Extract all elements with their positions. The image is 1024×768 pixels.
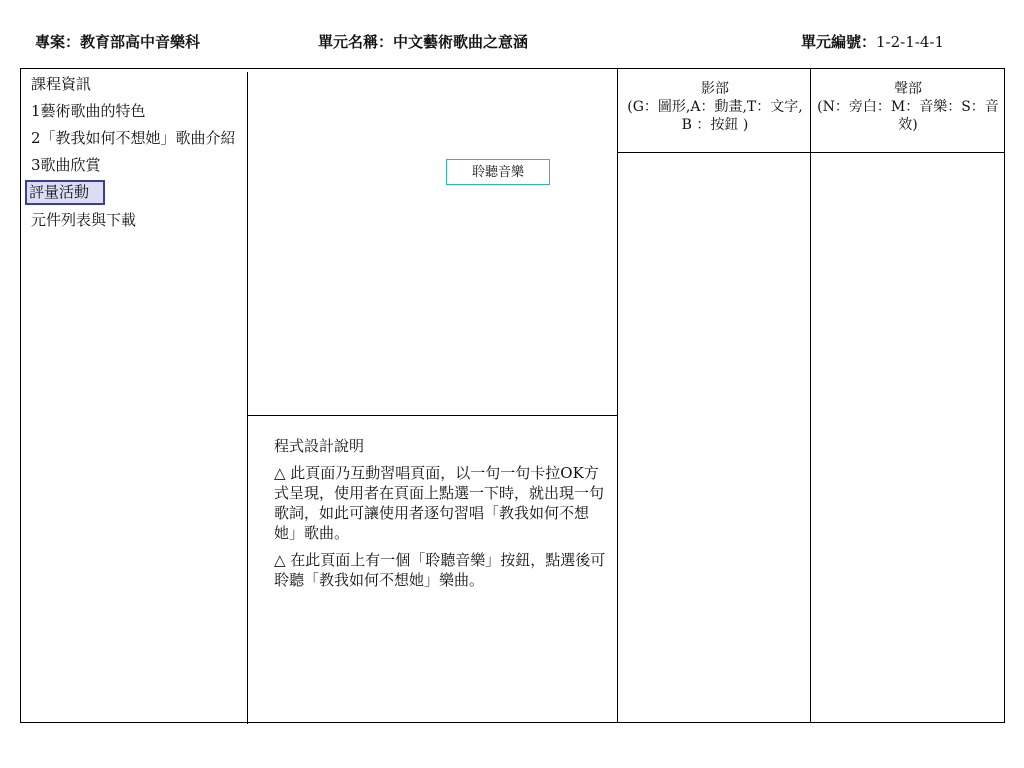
- listen-music-button[interactable]: 聆聽音樂: [446, 159, 550, 185]
- frame-left-border: [20, 68, 21, 723]
- nav-item-course-info[interactable]: 課程資訊: [31, 75, 92, 93]
- frame-right-border: [1004, 68, 1005, 723]
- unit-name-label: 單元名稱：: [318, 33, 394, 51]
- notes-paragraph-2: △ 在此頁面上有一個「聆聽音樂」按鈕，點選後可聆聽「教我如何不想她」樂曲。: [274, 551, 606, 589]
- nav-item-art-song-features[interactable]: 1藝術歌曲的特色: [31, 102, 146, 120]
- project-header: [35, 31, 200, 52]
- project-value: 教育部高中音樂科: [80, 33, 201, 51]
- notes-title: 程式設計說明: [274, 437, 365, 455]
- sound-column-legend: (N：旁白：M：音樂：S：音效): [817, 99, 999, 133]
- nav-divider: [247, 72, 248, 724]
- sound-column-title: 聲部: [894, 81, 922, 97]
- columns-divider: [810, 68, 811, 723]
- nav-item-assessment[interactable]: 評量活動: [25, 180, 105, 205]
- nav-item-song-intro[interactable]: 2「教我如何不想她」歌曲介紹: [31, 129, 236, 147]
- unit-number-value: 1-2-1-4-1: [876, 33, 945, 51]
- image-column-header: [620, 80, 810, 134]
- sound-column-header: [812, 80, 1004, 134]
- stage-bottom-rule: [247, 415, 617, 416]
- image-column-title: 影部: [701, 81, 729, 97]
- unit-name-header: [318, 31, 528, 52]
- nav-item-components-download[interactable]: 元件列表與下載: [31, 211, 137, 229]
- unit-name-value: 中文藝術歌曲之意涵: [393, 33, 529, 51]
- column-header-rule: [617, 152, 1004, 153]
- image-column-legend: (G：圖形,A：動畫,T：文字, B ：按鈕 ): [627, 99, 803, 133]
- project-label: 專案：: [35, 33, 81, 51]
- programming-notes: [274, 436, 608, 597]
- frame-top-border: [20, 68, 1005, 69]
- course-nav: [31, 74, 241, 237]
- nav-item-song-appreciation[interactable]: 3歌曲欣賞: [31, 156, 101, 174]
- unit-number-label: 單元編號：: [801, 33, 877, 51]
- frame-bottom-border: [20, 722, 1005, 723]
- notes-paragraph-1: △ 此頁面乃互動習唱頁面，以一句一句卡拉OK方式呈現，使用者在頁面上點選一下時，就出現一句歌詞，如此可讓使用者逐句習唱「教我如何不想她」歌曲。: [274, 464, 605, 542]
- unit-number-header: [801, 31, 944, 52]
- stage-divider: [617, 68, 618, 723]
